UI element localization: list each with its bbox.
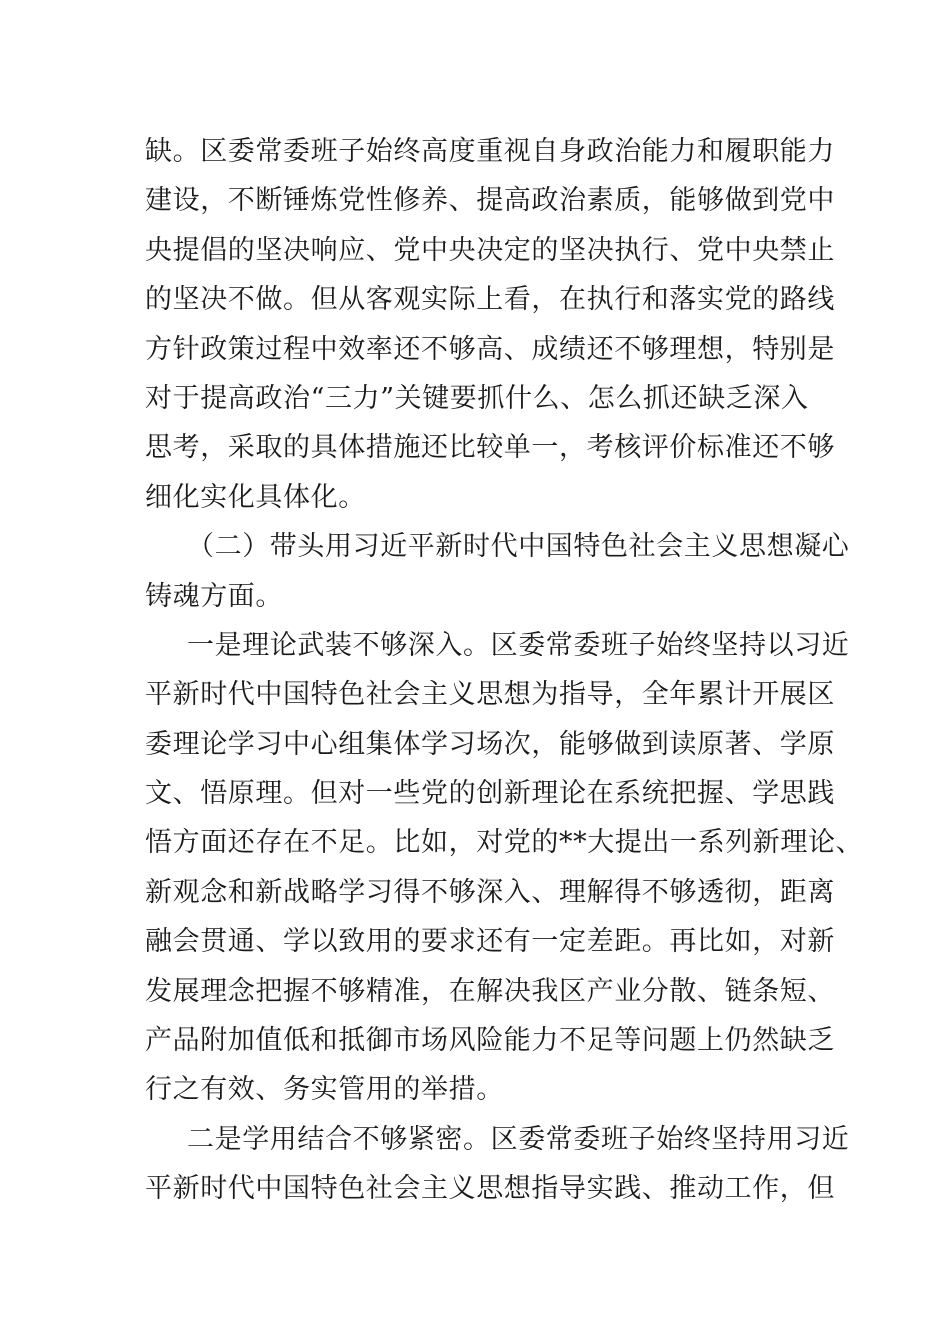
text-line: 文、悟原理。但对一些党的创新理论在系统把握、学思践 <box>145 778 835 810</box>
text-line: 细化实化具体化。 <box>145 481 366 513</box>
text-line: 新观念和新战略学习得不够深入、理解得不够透彻，距离 <box>145 876 835 908</box>
section-heading-continuation: 铸魂方面。 <box>145 580 283 612</box>
text-line: 平新时代中国特色社会主义思想指导实践、推动工作，但 <box>145 1173 835 1205</box>
text-line: 建设，不断锤炼党性修养、提高政治素质，能够做到党中 <box>145 185 835 217</box>
text-line: 央提倡的坚决响应、党中央决定的坚决执行、党中央禁止 <box>145 234 835 266</box>
document-body <box>145 127 864 1214</box>
text-line: 的坚决不做。但从客观实际上看，在执行和落实党的路线 <box>145 284 835 316</box>
text-line: 缺。区委常委班子始终高度重视自身政治能力和履职能力 <box>145 136 835 167</box>
text-line: 委理论学习中心组集体学习场次，能够做到读原著、学原 <box>145 728 835 760</box>
text-line: 思考，采取的具体措施还比较单一，考核评价标准还不够 <box>145 432 835 464</box>
text-line: 方针政策过程中效率还不够高、成绩还不够理想，特别是 <box>145 333 835 365</box>
text-line: 行之有效、务实管用的举措。 <box>145 1074 504 1106</box>
text-line: 融会贯通、学以致用的要求还有一定差距。再比如，对新 <box>145 926 835 958</box>
text-line: 平新时代中国特色社会主义思想为指导，全年累计开展区 <box>145 679 835 711</box>
section-heading: （二）带头用习近平新时代中国特色社会主义思想凝心 <box>187 531 850 563</box>
text-line: 发展理念把握不够精准，在解决我区产业分散、链条短、 <box>145 975 835 1007</box>
paragraph-start: 一是理论武装不够深入。区委常委班子始终坚持以习近 <box>187 629 850 661</box>
text-line: 产品附加值低和抵御市场风险能力不足等问题上仍然缺乏 <box>145 1025 835 1057</box>
paragraph-start: 二是学用结合不够紧密。区委常委班子始终坚持用习近 <box>187 1123 850 1155</box>
text-line: 对于提高政治“三力”关键要抓什么、怎么抓还缺乏深入 <box>145 382 809 414</box>
text-line: 悟方面还存在不足。比如，对党的**大提出一系列新理论、 <box>145 827 864 859</box>
